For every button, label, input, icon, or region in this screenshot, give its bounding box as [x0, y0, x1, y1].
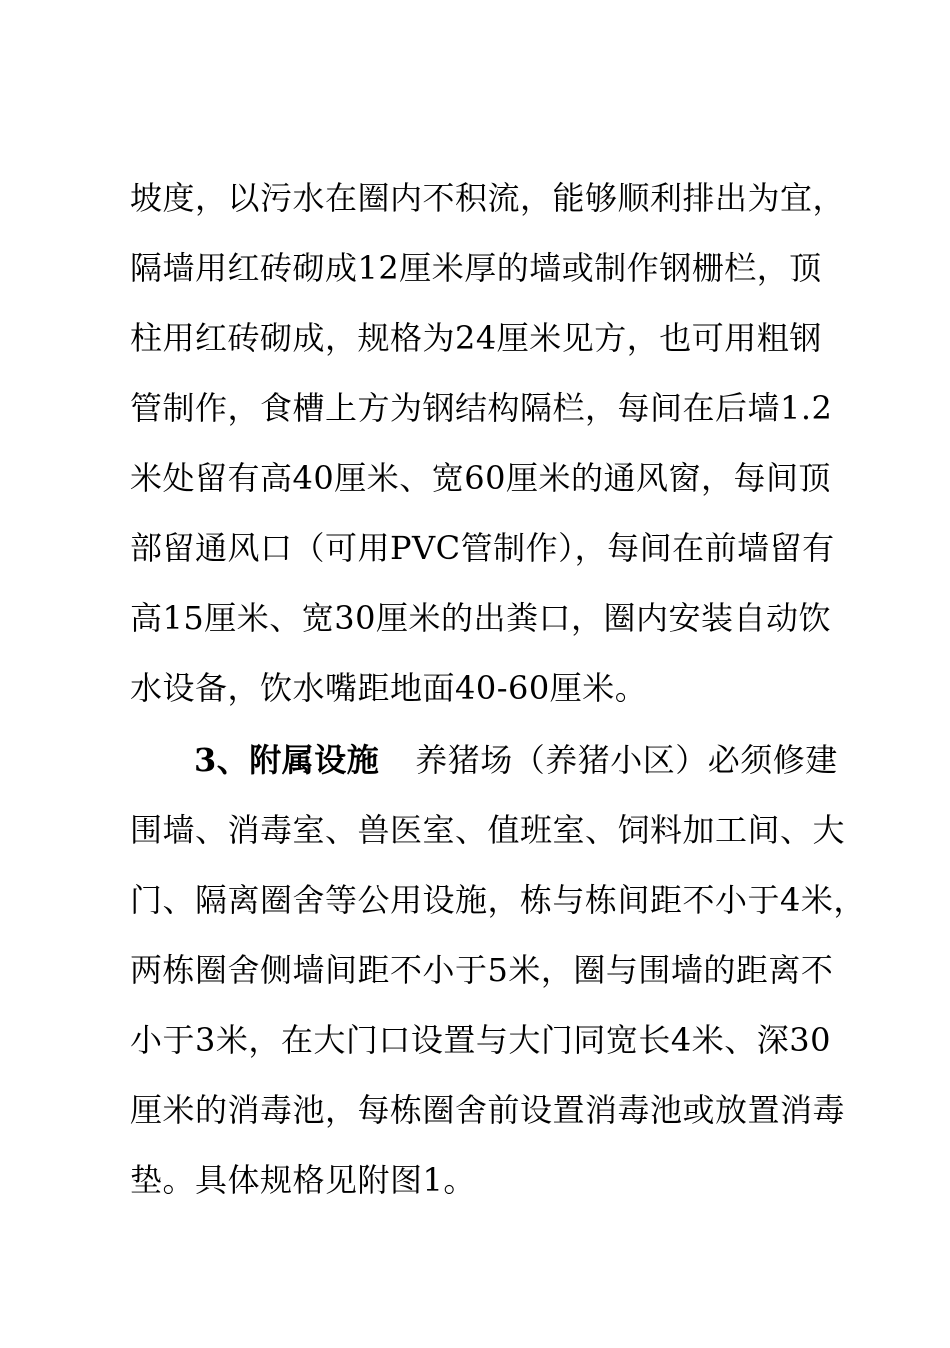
paragraph-1-line-6: 部留通风口（可用PVC管制作），每间在前墙留有 [130, 529, 835, 567]
section-heading: 3、附属设施 [194, 741, 380, 779]
paragraph-2-line-3: 门、隔离圈舍等公用设施，栋与栋间距不小于4米， [130, 881, 866, 919]
paragraph-2-first-line-text: 养猪场（养猪小区）必须修建 [415, 741, 838, 779]
paragraph-1-line-2: 隔墙用红砖砌成12厘米厚的墙或制作钢栅栏，顶 [130, 249, 822, 287]
paragraph-2-line-7: 垫。具体规格见附图1。 [130, 1161, 476, 1199]
paragraph-1-line-3: 柱用红砖砌成，规格为24厘米见方，也可用粗钢 [130, 319, 822, 357]
paragraph-1-line-8: 水设备，饮水嘴距地面40-60厘米。 [130, 669, 648, 707]
paragraph-2-line-4: 两栋圈舍侧墙间距不小于5米，圈与围墙的距离不 [130, 951, 834, 989]
paragraph-2-line-2: 围墙、消毒室、兽医室、值班室、饲料加工间、大 [130, 811, 846, 849]
paragraph-2-line-5: 小于3米，在大门口设置与大门同宽长4米、深30 [130, 1021, 831, 1059]
paragraph-1-line-7: 高15厘米、宽30厘米的出粪口，圈内安装自动饮 [130, 599, 831, 637]
paragraph-2-first-line [194, 740, 850, 780]
paragraph-1-line-4: 管制作，食槽上方为钢结构隔栏，每间在后墙1.2 [130, 389, 833, 427]
paragraph-1-line-1: 坡度，以污水在圈内不积流，能够顺利排出为宜， [130, 179, 846, 217]
paragraph-2-line-6: 厘米的消毒池，每栋圈舍前设置消毒池或放置消毒 [130, 1091, 846, 1129]
paragraph-1-line-5: 米处留有高40厘米、宽60厘米的通风窗，每间顶 [130, 459, 831, 497]
